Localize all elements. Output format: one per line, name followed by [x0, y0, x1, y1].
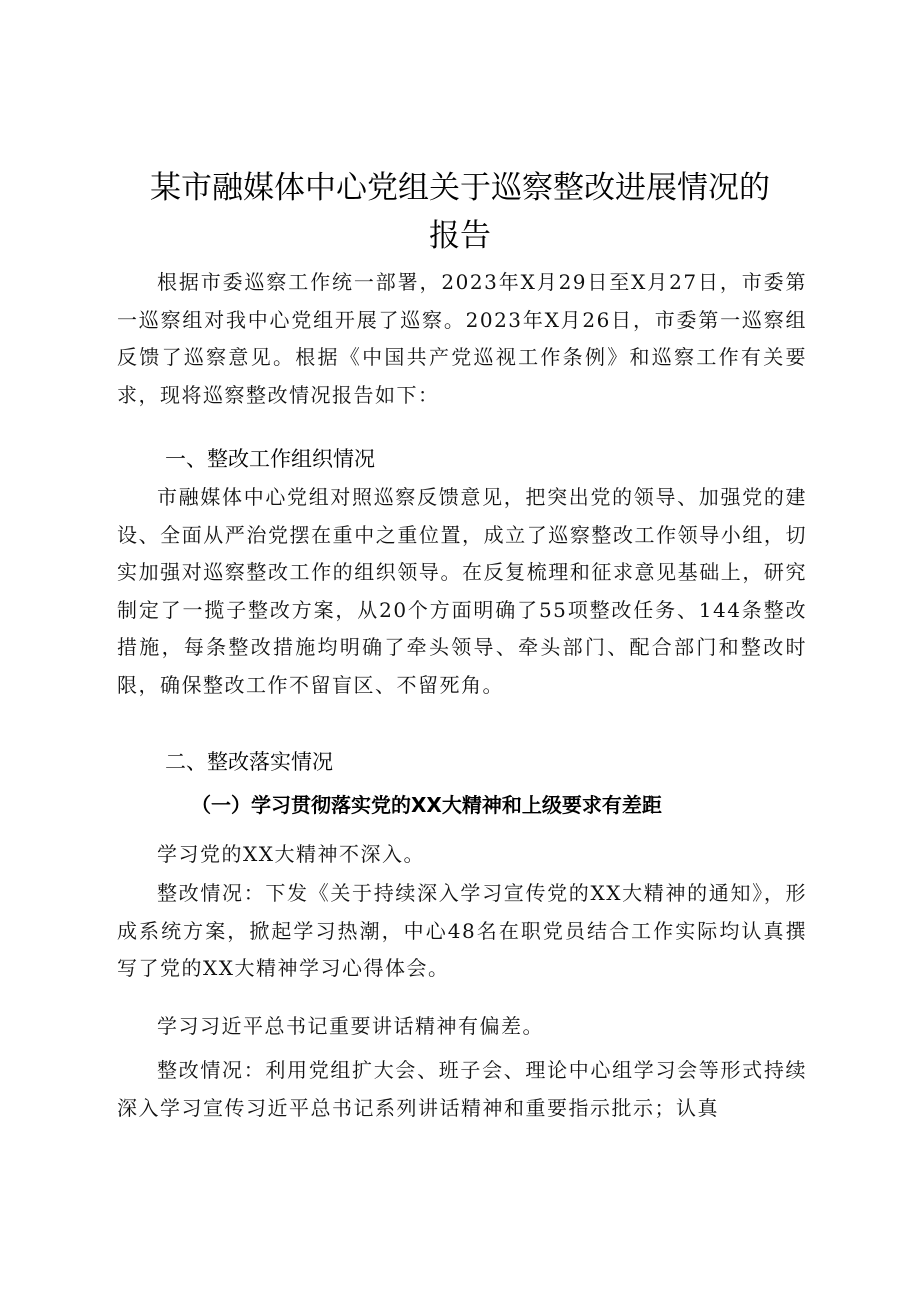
document-title-line-2: 报告 [429, 218, 491, 254]
rectification-2-paragraph: 整改情况：利用党组扩大会、班子会、理论中心组学习会等形式持续深入学习宣传习近平总书记系列讲话精神和重要指示批示；认真 [117, 1058, 807, 1120]
intro-paragraph: 根据市委巡察工作统一部署，2023年X月29日至X月27日，市委第一巡察组对我中心党组开展了巡察。2023年X月26日，市委第一巡察组反馈了巡察意见。根据《中国共产党巡视工作条例》和巡察工作有关要求，现将巡察整改情况报告如下： [117, 270, 807, 407]
section-1-heading: 一、整改工作组织情况 [165, 447, 375, 471]
section-1-paragraph: 市融媒体中心党组对照巡察反馈意见，把突出党的领导、加强党的建设、全面从严治党摆在重中之重位置，成立了巡察整改工作领导小组，切实加强对巡察整改工作的组织领导。在反复梳理和征求意见基础上，研究制定了一揽子整改方案，从20个方面明确了55项整改任务、144条整改措施，每条整改措施均明确了牵头领导、牵头部门、配合部门和整改时限，确保整改工作不留盲区、不留死角。 [117, 485, 807, 697]
rectification-1-paragraph: 整改情况：下发《关于持续深入学习宣传党的XX大精神的通知》，形成系统方案，掀起学习热潮，中心48名在职党员结合工作实际均认真撰写了党的XX大精神学习心得体会。 [117, 881, 807, 980]
issue-2-paragraph: 学习习近平总书记重要讲话精神有偏差。 [157, 1014, 544, 1038]
document-title-line-1: 某市融媒体中心党组关于巡察整改进展情况的 [150, 170, 770, 206]
section-2-heading: 二、整改落实情况 [165, 750, 333, 774]
issue-1-paragraph: 学习党的XX大精神不深入。 [157, 842, 425, 866]
subsection-1-heading: （一）学习贯彻落实党的XX大精神和上级要求有差距 [191, 793, 662, 817]
